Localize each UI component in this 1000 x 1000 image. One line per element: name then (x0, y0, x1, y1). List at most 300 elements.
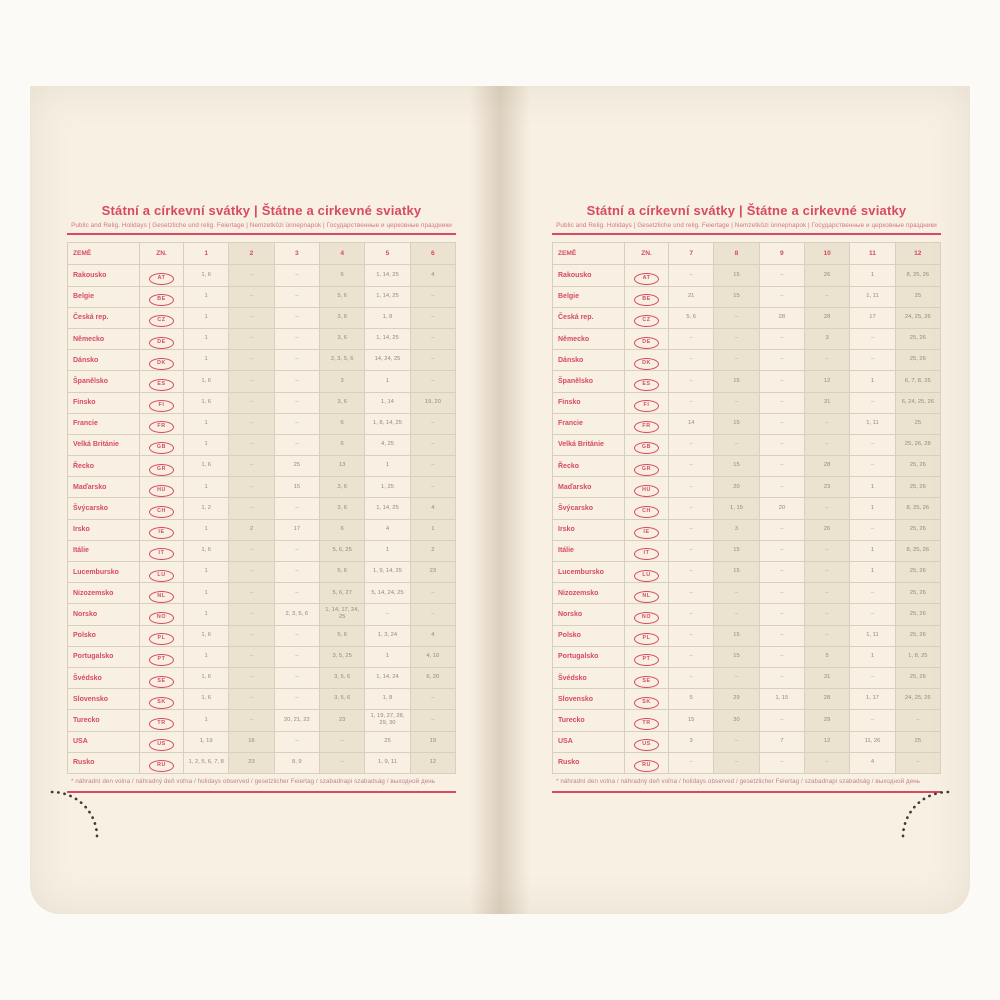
month-holidays-cell: 1 (184, 646, 229, 667)
month-holidays-cell: – (804, 498, 849, 519)
month-holidays-cell: – (274, 328, 319, 349)
month-column-header: 7 (669, 243, 714, 265)
month-holidays-cell: 15 (274, 477, 319, 498)
month-holidays-cell: 14, 24, 25 (365, 350, 410, 371)
month-holidays-cell: 1 (184, 519, 229, 540)
month-column-header: 6 (410, 243, 455, 265)
country-name-cell: Česká rep. (68, 307, 140, 328)
month-holidays-cell: – (714, 583, 759, 604)
month-holidays-cell: – (274, 667, 319, 688)
country-code-cell (140, 710, 184, 731)
month-holidays-cell: – (669, 540, 714, 561)
month-holidays-cell: 1, 15 (714, 498, 759, 519)
month-holidays-cell: – (229, 456, 274, 477)
month-holidays-cell: – (274, 350, 319, 371)
month-holidays-cell: 1, 14, 17, 24, 25 (319, 604, 364, 625)
month-holidays-cell: 1, 6 (184, 689, 229, 710)
country-code-badge: PL (149, 633, 174, 645)
country-name-cell: Řecko (553, 456, 625, 477)
table-row (553, 307, 941, 328)
month-holidays-cell: 6 (319, 519, 364, 540)
country-name-cell: Irsko (68, 519, 140, 540)
table-row (553, 710, 941, 731)
month-holidays-cell: 1, 19 (184, 731, 229, 752)
country-code-badge: RU (634, 760, 659, 772)
month-holidays-cell: 15 (714, 371, 759, 392)
table-row (68, 392, 456, 413)
country-code-badge: FR (149, 421, 174, 433)
month-holidays-cell: 1, 6 (184, 371, 229, 392)
month-holidays-cell: 4 (410, 625, 455, 646)
month-holidays-cell: 3, 5, 6 (319, 667, 364, 688)
month-holidays-cell: – (229, 583, 274, 604)
country-code-badge: IT (634, 548, 659, 560)
table-row (68, 583, 456, 604)
country-column-header: ZEMĚ (68, 243, 140, 265)
country-code-badge: NL (634, 591, 659, 603)
table-row (68, 477, 456, 498)
month-holidays-cell: – (410, 413, 455, 434)
month-holidays-cell: 1 (850, 562, 895, 583)
month-holidays-cell: 7 (759, 731, 804, 752)
country-code-badge: RU (149, 760, 174, 772)
country-name-cell: Švýcarsko (553, 498, 625, 519)
table-row (553, 583, 941, 604)
month-holidays-cell: 2, 3, 5, 6 (274, 604, 319, 625)
month-holidays-cell: 4 (365, 519, 410, 540)
month-holidays-cell: 5 (669, 689, 714, 710)
month-holidays-cell: – (410, 307, 455, 328)
country-name-cell: Lucembursko (68, 562, 140, 583)
month-holidays-cell: 1, 8, 14, 25 (365, 413, 410, 434)
month-holidays-cell: – (229, 371, 274, 392)
month-holidays-cell: 1, 19, 27, 28, 29, 30 (365, 710, 410, 731)
code-column-header: ZN. (140, 243, 184, 265)
month-holidays-cell: 25, 26 (895, 562, 940, 583)
month-holidays-cell: 1, 15 (759, 689, 804, 710)
month-holidays-cell: 6, 24, 25, 26 (895, 392, 940, 413)
month-holidays-cell: 24, 25, 26 (895, 307, 940, 328)
table-header-row (68, 243, 456, 265)
table-row (68, 328, 456, 349)
month-holidays-cell: – (274, 434, 319, 455)
country-code-cell (625, 519, 669, 540)
month-holidays-cell: – (759, 413, 804, 434)
month-holidays-cell: – (804, 286, 849, 307)
month-holidays-cell: 5, 6 (319, 562, 364, 583)
month-holidays-cell: 5, 14, 24, 25 (365, 583, 410, 604)
month-holidays-cell: – (759, 562, 804, 583)
country-code-badge: SE (634, 676, 659, 688)
month-holidays-cell: 1, 6 (184, 540, 229, 561)
month-holidays-cell: 5 (804, 646, 849, 667)
country-code-cell (140, 519, 184, 540)
month-holidays-cell: 1, 6 (184, 265, 229, 286)
country-code-badge: NO (634, 612, 659, 624)
month-column-header: 5 (365, 243, 410, 265)
table-row (553, 328, 941, 349)
table-row (553, 371, 941, 392)
table-row (68, 689, 456, 710)
month-holidays-cell: – (804, 413, 849, 434)
month-holidays-cell: – (274, 413, 319, 434)
month-holidays-cell: 4 (410, 498, 455, 519)
country-code-badge: CZ (149, 315, 174, 327)
country-name-cell: Norsko (68, 604, 140, 625)
month-holidays-cell: 1, 17 (850, 689, 895, 710)
month-holidays-cell: 17 (274, 519, 319, 540)
month-holidays-cell: – (759, 519, 804, 540)
country-code-badge: NO (149, 612, 174, 624)
month-holidays-cell: – (759, 710, 804, 731)
country-code-cell (140, 265, 184, 286)
month-holidays-cell: – (410, 371, 455, 392)
month-holidays-cell: – (229, 265, 274, 286)
country-code-badge: US (634, 739, 659, 751)
month-holidays-cell: – (669, 625, 714, 646)
country-name-cell: Slovensko (553, 689, 625, 710)
month-holidays-cell: – (759, 540, 804, 561)
country-name-cell: Belgie (68, 286, 140, 307)
country-name-cell: Finsko (553, 392, 625, 413)
month-column-header: 11 (850, 243, 895, 265)
month-holidays-cell: 15 (714, 413, 759, 434)
month-holidays-cell: – (714, 604, 759, 625)
country-code-badge: ES (149, 379, 174, 391)
table-row (68, 646, 456, 667)
month-holidays-cell: 20 (759, 498, 804, 519)
country-code-cell (625, 583, 669, 604)
country-code-badge: LU (634, 570, 659, 582)
country-column-header: ZEMĚ (553, 243, 625, 265)
country-code-badge: GR (634, 464, 659, 476)
month-holidays-cell: – (410, 710, 455, 731)
month-holidays-cell: – (229, 689, 274, 710)
month-holidays-cell: 15 (714, 456, 759, 477)
page-subtitle: Public and Relig. Holidays | Gesetzliche und relig. Feiertage | Nemzetközi ünnepnapok | Государственные и церковные праздники (71, 222, 452, 229)
country-code-cell (625, 710, 669, 731)
country-code-cell (625, 434, 669, 455)
month-holidays-cell: – (669, 392, 714, 413)
month-holidays-cell: 30 (714, 710, 759, 731)
country-code-cell (625, 286, 669, 307)
month-holidays-cell: – (850, 667, 895, 688)
country-code-badge: SK (149, 697, 174, 709)
table-row (68, 562, 456, 583)
country-code-badge: FI (634, 400, 659, 412)
month-holidays-cell: 15 (714, 625, 759, 646)
month-column-header: 9 (759, 243, 804, 265)
month-holidays-cell: 8, 25, 26 (895, 540, 940, 561)
country-name-cell: Nizozemsko (68, 583, 140, 604)
country-code-cell (140, 477, 184, 498)
month-holidays-cell: 1 (184, 434, 229, 455)
country-code-badge: BE (634, 294, 659, 306)
table-row (68, 350, 456, 371)
country-code-cell (625, 667, 669, 688)
month-holidays-cell: – (669, 667, 714, 688)
table-row (68, 604, 456, 625)
month-holidays-cell: 26 (804, 265, 849, 286)
country-name-cell: Itálie (68, 540, 140, 561)
country-name-cell: Velká Británie (68, 434, 140, 455)
country-name-cell: Belgie (553, 286, 625, 307)
month-holidays-cell: – (759, 328, 804, 349)
table-row (68, 286, 456, 307)
country-code-cell (625, 540, 669, 561)
table-row (68, 710, 456, 731)
table-row (553, 519, 941, 540)
month-holidays-cell: – (410, 350, 455, 371)
country-code-badge: DK (149, 358, 174, 370)
country-code-badge: GB (634, 442, 659, 454)
month-holidays-cell: – (274, 583, 319, 604)
table-row (553, 392, 941, 413)
country-code-cell (625, 413, 669, 434)
month-holidays-cell: 6 (319, 265, 364, 286)
country-name-cell: Švédsko (68, 667, 140, 688)
month-holidays-cell: – (410, 583, 455, 604)
country-name-cell: Lucembursko (553, 562, 625, 583)
country-code-cell (140, 371, 184, 392)
month-holidays-cell: 1, 2, 5, 6, 7, 8 (184, 752, 229, 773)
month-holidays-cell: – (229, 646, 274, 667)
month-holidays-cell: – (274, 498, 319, 519)
country-name-cell: Itálie (553, 540, 625, 561)
month-holidays-cell: 1, 14, 24 (365, 667, 410, 688)
country-code-cell (140, 350, 184, 371)
country-name-cell: Řecko (68, 456, 140, 477)
month-holidays-cell: 12 (804, 371, 849, 392)
month-holidays-cell: – (229, 328, 274, 349)
month-holidays-cell: 1 (184, 604, 229, 625)
country-code-badge: TR (634, 718, 659, 730)
month-holidays-cell: 24, 25, 26 (895, 689, 940, 710)
month-holidays-cell: 28 (759, 307, 804, 328)
month-holidays-cell: – (895, 710, 940, 731)
month-holidays-cell: 4 (850, 752, 895, 773)
month-holidays-cell: – (669, 371, 714, 392)
month-holidays-cell: – (319, 752, 364, 773)
month-holidays-cell: – (714, 350, 759, 371)
month-holidays-cell: 1, 6 (184, 392, 229, 413)
month-holidays-cell: – (714, 392, 759, 413)
country-name-cell: Španělsko (68, 371, 140, 392)
month-holidays-cell: 31 (804, 392, 849, 413)
month-holidays-cell: 16 (229, 731, 274, 752)
table-row (553, 498, 941, 519)
bottom-rule (552, 791, 941, 793)
table-row (553, 604, 941, 625)
country-code-cell (625, 307, 669, 328)
country-code-badge: US (149, 739, 174, 751)
month-holidays-cell: 1 (850, 477, 895, 498)
table-row (553, 434, 941, 455)
month-holidays-cell: – (669, 752, 714, 773)
month-column-header: 4 (319, 243, 364, 265)
month-holidays-cell: 1 (184, 307, 229, 328)
country-code-badge: PT (149, 654, 174, 666)
footnote: * náhradní den volna / náhradný deň voľna / holidays observed / gesetzlicher Feiertag / szabadnapi szabadság / выходной день (556, 777, 921, 785)
month-holidays-cell: – (669, 519, 714, 540)
country-code-badge: SE (149, 676, 174, 688)
month-holidays-cell: – (714, 328, 759, 349)
month-holidays-cell: – (759, 265, 804, 286)
country-code-cell (625, 646, 669, 667)
month-holidays-cell: – (274, 307, 319, 328)
month-holidays-cell: 15 (714, 265, 759, 286)
month-holidays-cell: – (669, 604, 714, 625)
code-column-header: ZN. (625, 243, 669, 265)
month-holidays-cell: 5, 6 (319, 625, 364, 646)
country-code-cell (140, 498, 184, 519)
table-row (68, 498, 456, 519)
month-holidays-cell: 26 (804, 519, 849, 540)
country-name-cell: Švédsko (553, 667, 625, 688)
month-holidays-cell: – (229, 434, 274, 455)
country-code-badge: CH (634, 506, 659, 518)
month-holidays-cell: 25 (895, 286, 940, 307)
month-holidays-cell: 21 (669, 286, 714, 307)
month-holidays-cell: – (229, 477, 274, 498)
month-holidays-cell: 25, 26 (895, 456, 940, 477)
month-holidays-cell: 25, 26 (895, 328, 940, 349)
month-holidays-cell: – (759, 604, 804, 625)
month-holidays-cell: 1, 6 (184, 456, 229, 477)
country-code-badge: IE (149, 527, 174, 539)
month-holidays-cell: 25, 26, 28 (895, 434, 940, 455)
month-holidays-cell: – (229, 625, 274, 646)
country-code-badge: DK (634, 358, 659, 370)
month-holidays-cell: 1 (850, 371, 895, 392)
month-holidays-cell: 1 (184, 710, 229, 731)
month-holidays-cell: 15 (669, 710, 714, 731)
country-name-cell: Dánsko (553, 350, 625, 371)
country-name-cell: Rusko (553, 752, 625, 773)
country-name-cell: Turecko (553, 710, 625, 731)
table-row (68, 625, 456, 646)
month-holidays-cell: – (274, 562, 319, 583)
month-column-header: 12 (895, 243, 940, 265)
table-row (553, 689, 941, 710)
table-row (68, 413, 456, 434)
month-holidays-cell: 29 (804, 710, 849, 731)
country-code-cell (625, 752, 669, 773)
month-holidays-cell: 3 (669, 731, 714, 752)
month-holidays-cell: – (850, 328, 895, 349)
month-holidays-cell: – (850, 350, 895, 371)
month-holidays-cell: – (229, 562, 274, 583)
month-holidays-cell: – (759, 456, 804, 477)
month-holidays-cell: 5, 6, 27 (319, 583, 364, 604)
table-row (553, 456, 941, 477)
month-holidays-cell: – (714, 731, 759, 752)
month-holidays-cell: 1 (184, 562, 229, 583)
month-holidays-cell: 1 (184, 477, 229, 498)
month-holidays-cell: 25, 26 (895, 667, 940, 688)
country-code-cell (625, 371, 669, 392)
country-name-cell: Německo (553, 328, 625, 349)
country-code-cell (140, 328, 184, 349)
month-holidays-cell: 1, 6 (184, 625, 229, 646)
month-holidays-cell: 1, 11 (850, 286, 895, 307)
month-holidays-cell: – (229, 286, 274, 307)
month-holidays-cell: – (850, 456, 895, 477)
month-holidays-cell: 3, 6 (319, 498, 364, 519)
country-name-cell: Norsko (553, 604, 625, 625)
month-holidays-cell: – (714, 434, 759, 455)
month-holidays-cell: 1 (184, 350, 229, 371)
table-row (68, 265, 456, 286)
country-code-badge: CH (149, 506, 174, 518)
month-holidays-cell: – (274, 286, 319, 307)
month-holidays-cell: 20, 21, 22 (274, 710, 319, 731)
month-holidays-cell: – (229, 710, 274, 731)
country-code-badge: TR (149, 718, 174, 730)
month-holidays-cell: 1 (410, 519, 455, 540)
country-name-cell: USA (553, 731, 625, 752)
month-holidays-cell: – (759, 371, 804, 392)
month-holidays-cell: – (229, 498, 274, 519)
month-holidays-cell: 6, 20 (410, 667, 455, 688)
country-name-cell: Francie (68, 413, 140, 434)
country-code-badge: GB (149, 442, 174, 454)
country-code-cell (625, 689, 669, 710)
month-holidays-cell: – (759, 646, 804, 667)
table-row (68, 540, 456, 561)
country-code-cell (140, 434, 184, 455)
country-code-badge: GR (149, 464, 174, 476)
month-holidays-cell: 4 (410, 265, 455, 286)
table-row (68, 434, 456, 455)
month-holidays-cell: 14 (669, 413, 714, 434)
month-holidays-cell: – (804, 350, 849, 371)
month-holidays-cell: 15 (714, 286, 759, 307)
country-name-cell: Německo (68, 328, 140, 349)
month-holidays-cell: 25, 26 (895, 625, 940, 646)
month-holidays-cell: 3 (319, 371, 364, 392)
month-holidays-cell: – (669, 562, 714, 583)
country-name-cell: Nizozemsko (553, 583, 625, 604)
table-row (553, 477, 941, 498)
month-holidays-cell: 25 (895, 413, 940, 434)
corner-stitch-right-icon (898, 778, 958, 838)
month-holidays-cell: 1, 14 (365, 392, 410, 413)
country-name-cell: Turecko (68, 710, 140, 731)
month-holidays-cell: – (759, 434, 804, 455)
month-holidays-cell: 25 (274, 456, 319, 477)
month-holidays-cell: 5, 6 (319, 286, 364, 307)
month-holidays-cell: 3, 6 (319, 477, 364, 498)
footnote: * náhradní den volna / náhradný deň voľna / holidays observed / gesetzlicher Feiertag / szabadnapi szabadság / выходной день (71, 777, 436, 785)
country-code-cell (625, 604, 669, 625)
month-holidays-cell: 3, 6 (319, 328, 364, 349)
month-holidays-cell: – (759, 350, 804, 371)
month-holidays-cell: – (410, 689, 455, 710)
month-holidays-cell: – (850, 434, 895, 455)
country-name-cell: Irsko (553, 519, 625, 540)
month-holidays-cell: 17 (850, 307, 895, 328)
country-code-cell (625, 456, 669, 477)
month-holidays-cell: – (850, 392, 895, 413)
country-code-cell (140, 752, 184, 773)
month-holidays-cell: 15 (714, 646, 759, 667)
country-name-cell: USA (68, 731, 140, 752)
country-code-badge: SK (634, 697, 659, 709)
month-holidays-cell: 11, 26 (850, 731, 895, 752)
country-code-badge: NL (149, 591, 174, 603)
corner-stitch-left-icon (42, 778, 102, 838)
